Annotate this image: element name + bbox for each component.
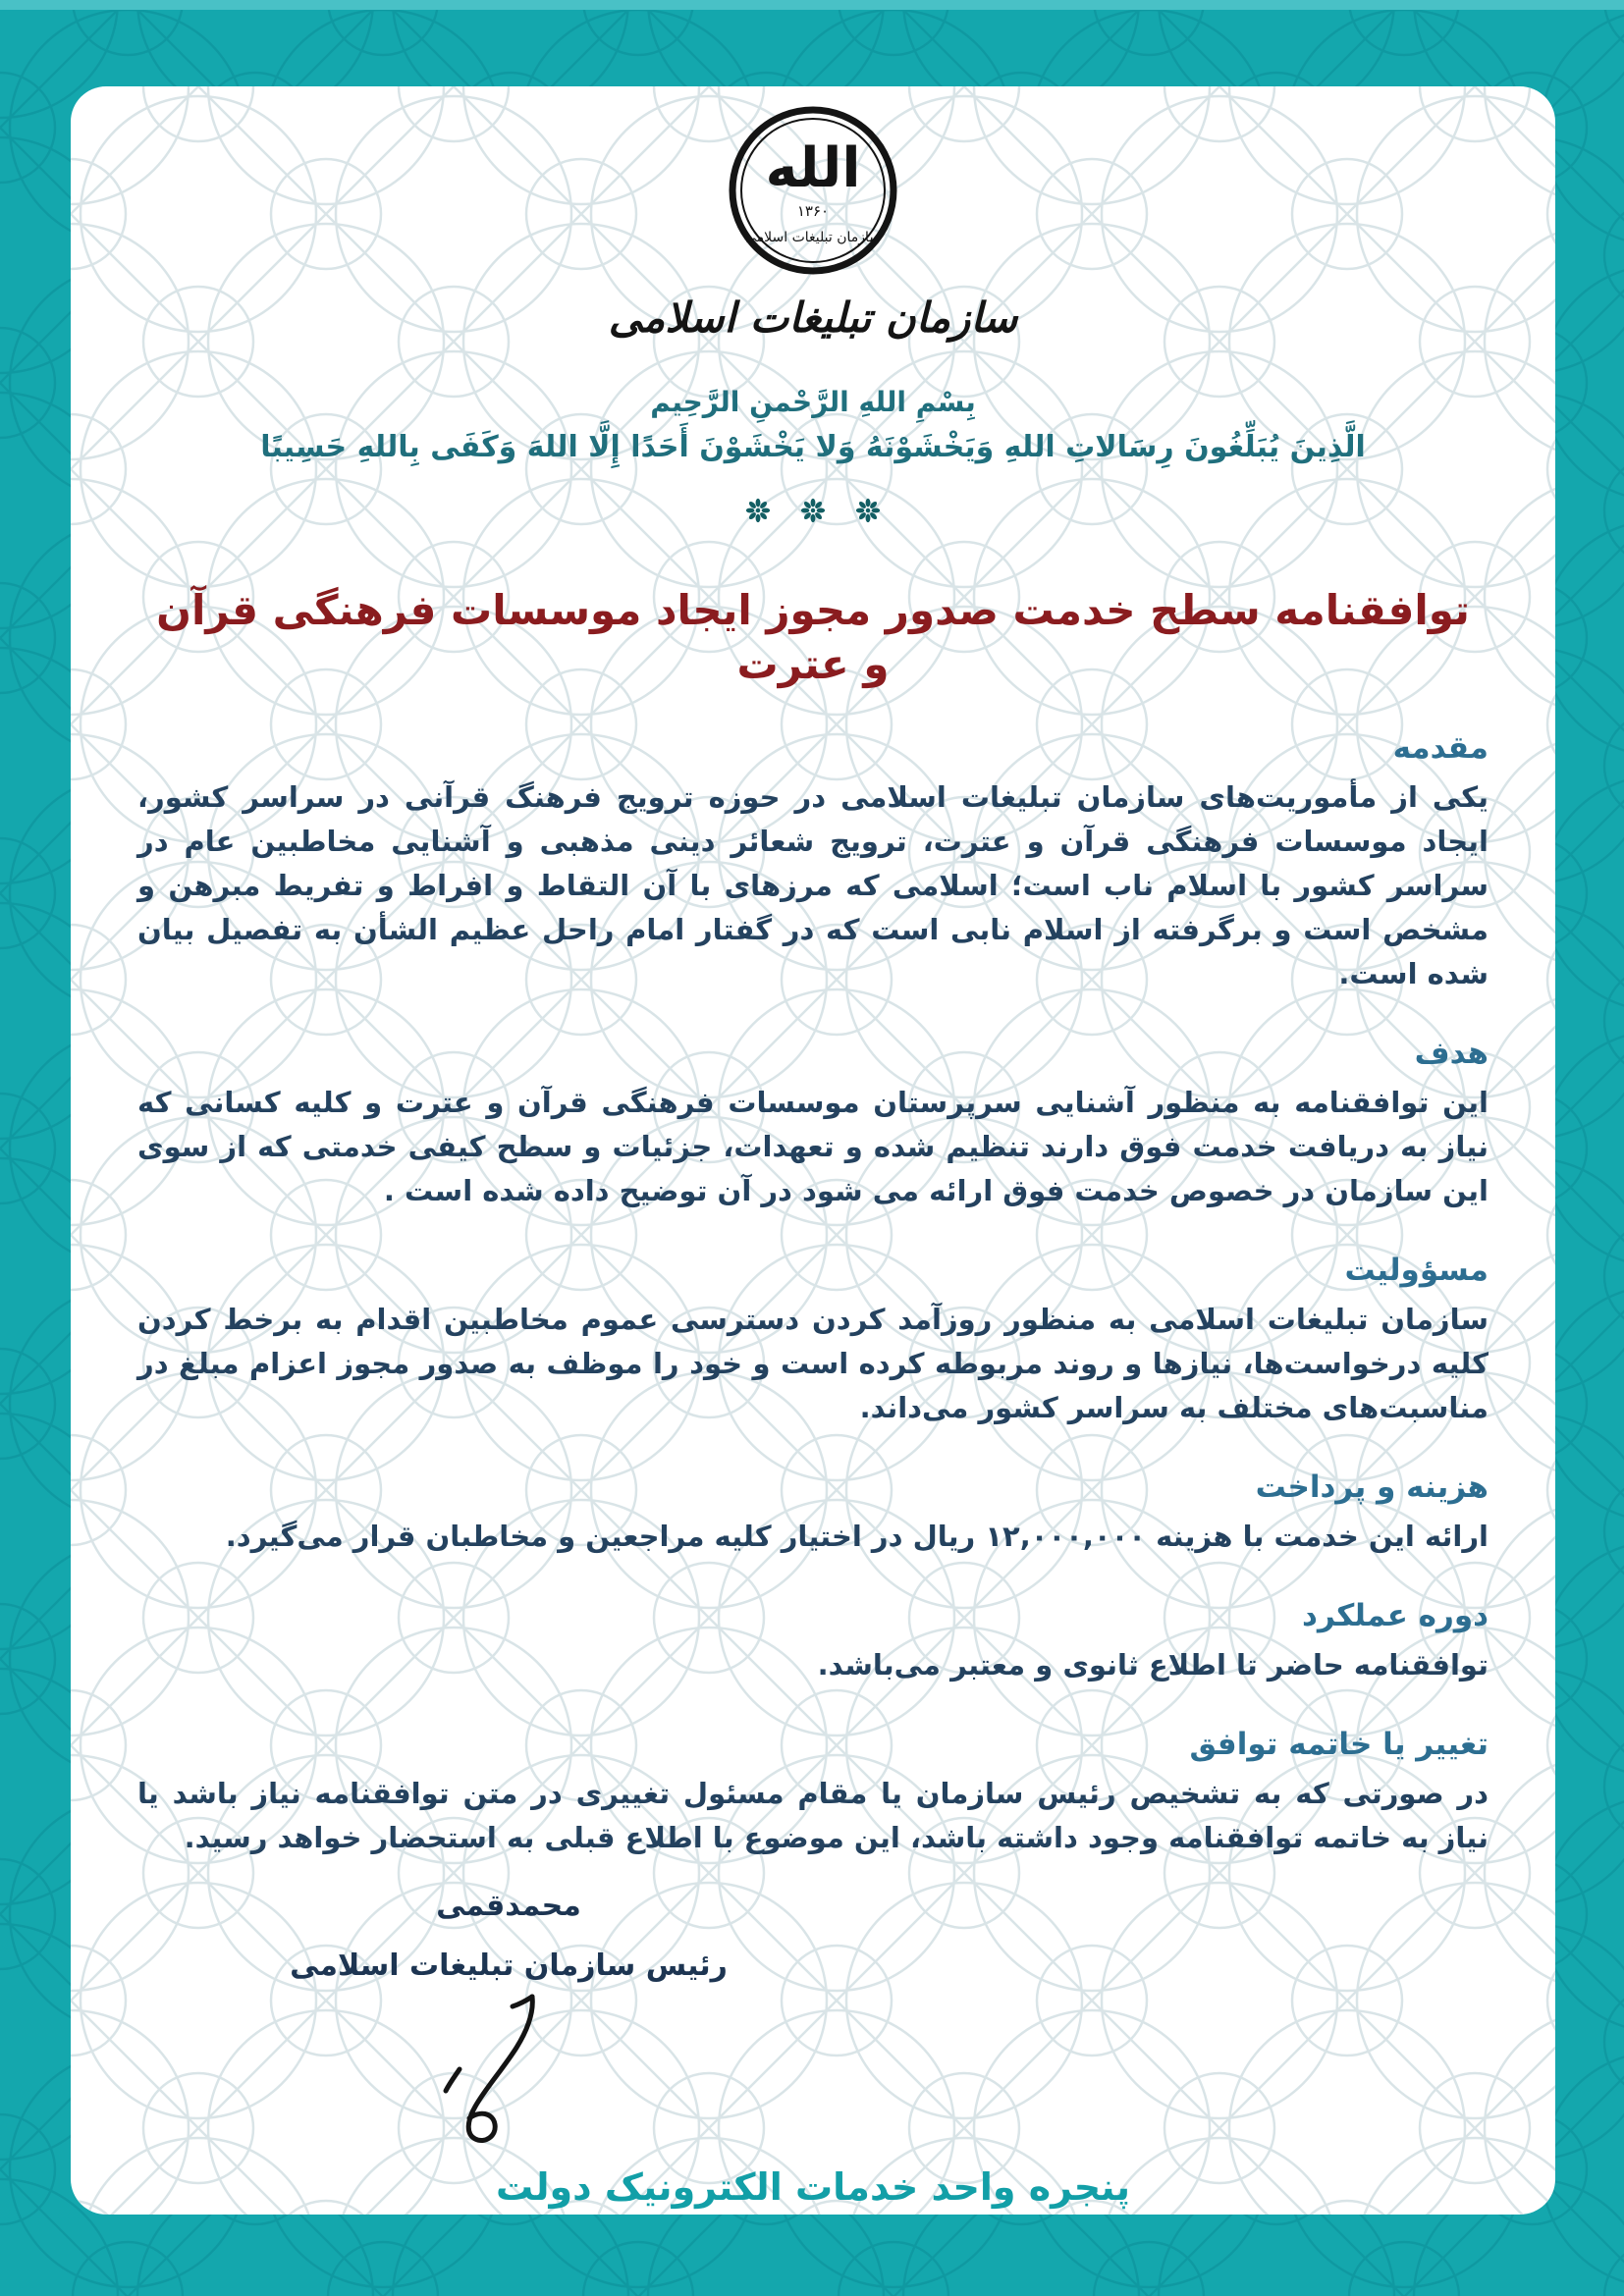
logo-calligraphy: سازمان تبلیغات اسلامی — [608, 294, 1018, 342]
section-heading: تغییر یا خاتمه توافق — [1189, 1726, 1489, 1762]
section-body: این توافقنامه به منظور آشنایی سرپرستان موسسات فرهنگی قرآن و عترت و کلیه کسانی که نیاز به دریافت خدمت فوق دارند تنظیم شده و تعهدات، جزئیات و سطح کیفی خدمتی که از سوی این سازمان در خصوص خدمت فوق ارائه می شود در آن توضیح داده شده است . — [137, 1086, 1489, 1207]
section-body: ارائه این خدمت با هزینه ۱۲,۰۰۰,۰۰۰ ریال در اختیار کلیه مراجعین و مخاطبان قرار می‌گیرد. — [225, 1519, 1489, 1553]
logo-circle-caption: سازمان تبلیغات اسلامی — [744, 230, 882, 245]
section-cost-payment — [137, 1469, 1489, 1559]
footer-caption: پنجره واحد خدمات الکترونیک دولت — [496, 2165, 1130, 2209]
section-change-termination — [137, 1727, 1489, 1860]
flower-ornament-icon — [800, 498, 826, 523]
section-validity-period — [137, 1598, 1489, 1687]
signatory-role: رئیس سازمان تبلیغات اسلامی — [290, 1949, 728, 1984]
document-card — [71, 86, 1555, 2215]
signatory-name: محمدقمی — [436, 1889, 581, 1924]
organization-logo-icon — [548, 92, 1078, 349]
section-heading: دوره عملکرد — [1302, 1597, 1489, 1633]
bismillah-line: بِسْمِ اللهِ الرَّحْمنِ الرَّحِيم — [650, 386, 976, 418]
ornament-row — [137, 498, 1489, 523]
flower-ornament-icon — [745, 498, 771, 523]
signature-block — [253, 1889, 764, 2146]
handwritten-signature-icon — [430, 1989, 587, 2146]
logo-emblem-word: الله — [765, 136, 861, 200]
section-goal — [137, 1036, 1489, 1213]
section-heading: هدف — [1414, 1036, 1489, 1072]
section-body: سازمان تبلیغات اسلامی به منظور روزآمد کردن دسترسی عموم مخاطبین اقدام به برخط کردن کلیه درخواست‌ها، نیازها و روند مربوطه کرده است و خود را موظف به صدور مجوز اعزام مبلغ در مناسبت‌های مختلف به سراسر کشور می‌داند. — [137, 1302, 1489, 1424]
logo-year: ۱۳۶۰ — [796, 202, 830, 220]
section-introduction — [137, 730, 1489, 996]
section-body: توافقنامه حاضر تا اطلاع ثانوی و معتبر می‌باشد. — [817, 1647, 1489, 1682]
section-responsibility — [137, 1253, 1489, 1430]
section-heading: هزینه و پرداخت — [1255, 1468, 1489, 1505]
section-body: یکی از مأموریت‌های سازمان تبلیغات اسلامی در حوزه ترویج فرهنگ قرآنی در سراسر کشور، ایجاد موسسات فرهنگی قرآن و عترت، ترویج شعائر دینی مذهبی و آشنایی مخاطبین عام در سراسر کشور با اسلام ناب است؛ اسلامی که مرزهای با آن التقاط و افراط و تفریط مبرهن و مشخص است و برگرفته از اسلام نابی است که در گفتار امام راحل عظیم الشأن به تفصیل بیان شده است. — [137, 780, 1489, 991]
document-title: توافقنامه سطح خدمت صدور مجوز ایجاد موسسات فرهنگی قرآن و عترت — [156, 586, 1470, 688]
quran-verse: الَّذِينَ يُبَلِّغُونَ رِسَالاتِ اللهِ وَيَخْشَوْنَهُ وَلا يَخْشَوْنَ أَحَدًا إِلَّا اللهَ وَكَفَى بِاللهِ حَسِيبًا — [260, 430, 1366, 465]
top-edge-strip — [0, 0, 1624, 10]
document-content — [71, 92, 1555, 2215]
section-heading: مسؤولیت — [1344, 1252, 1489, 1288]
section-heading: مقدمه — [1392, 730, 1489, 767]
flower-ornament-icon — [855, 498, 881, 523]
section-body: در صورتی که به تشخیص رئیس سازمان یا مقام مسئول تغییری در متن توافقنامه نیاز باشد یا نیاز به خاتمه توافقنامه وجود داشته باشد، این موضوع با اطلاع قبلی به استحضار خواهد رسید. — [137, 1776, 1489, 1854]
